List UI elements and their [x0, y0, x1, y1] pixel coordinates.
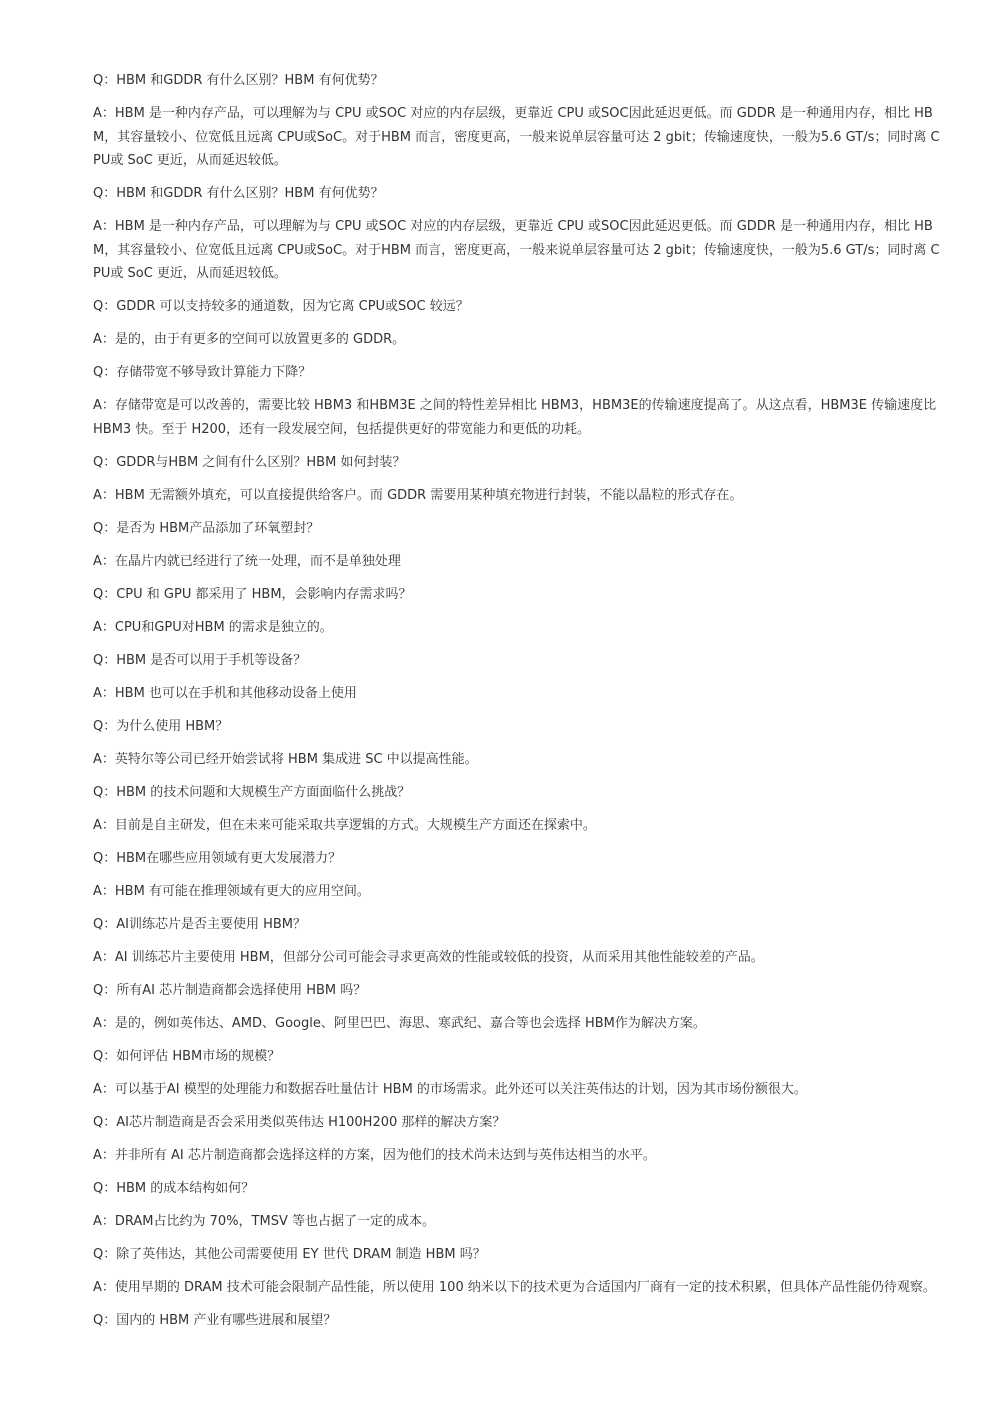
answer-paragraph: A：是的，例如英伟达、AMD、Google、阿里巴巴、海思、寒武纪、嘉合等也会选择 HBM作为解决方案。: [93, 1015, 706, 1031]
question-paragraph: Q：为什么使用 HBM？: [93, 718, 229, 734]
question-paragraph: Q：HBM 的技术问题和大规模生产方面面临什么挑战？: [93, 784, 411, 800]
question-paragraph: Q：HBM 和GDDR 有什么区别？HBM 有何优势？: [93, 186, 384, 201]
question-paragraph: Q：如何评估 HBM市场的规模？: [93, 1048, 281, 1064]
question-paragraph: Q：除了英伟达，其他公司需要使用 EY 世代 DRAM 制造 HBM 吗？: [93, 1246, 486, 1262]
answer-paragraph: A：存储带宽是可以改善的，需要比较 HBM3 和HBM3E 之间的特性差异相比 HBM3，HBM3E的传输速度提高了。从这点看，HBM3E 传输速度比 HBM3 快。至于 H200，还有一段发展空间，包括提供更好的带宽能力和更低的功耗。: [93, 398, 937, 437]
answer-paragraph: A：HBM 也可以在手机和其他移动设备上使用: [93, 685, 357, 701]
answer-paragraph: A：AI 训练芯片主要使用 HBM，但部分公司可能会寻求更高效的性能或较低的投资，从而采用其他性能较差的产品。: [93, 949, 764, 965]
answer-paragraph: A：目前是自主研发，但在未来可能采取共享逻辑的方式。大规模生产方面还在探索中。: [93, 817, 596, 833]
answer-paragraph: A：可以基于AI 模型的处理能力和数据吞吐量估计 HBM 的市场需求。此外还可以关注英伟达的计划，因为其市场份额很大。: [93, 1081, 807, 1097]
question-paragraph: Q：所有AI 芯片制造商都会选择使用 HBM 吗？: [93, 982, 367, 998]
question-paragraph: Q：HBM 的成本结构如何？: [93, 1180, 255, 1196]
qa-list: [93, 69, 941, 1342]
question-paragraph: Q：HBM在哪些应用领域有更大发展潜力？: [93, 850, 342, 866]
answer-paragraph: A：使用早期的 DRAM 技术可能会限制产品性能，所以使用 100 纳米以下的技术更为合适国内厂商有一定的技术积累，但具体产品性能仍待观察。: [93, 1279, 936, 1295]
question-paragraph: Q：国内的 HBM 产业有哪些进展和展望？: [93, 1312, 337, 1328]
question-paragraph: Q：存储带宽不够导致计算能力下降？: [93, 365, 312, 380]
answer-paragraph: A：HBM 有可能在推理领域有更大的应用空间。: [93, 883, 370, 899]
answer-paragraph: A：并非所有 AI 芯片制造商都会选择这样的方案，因为他们的技术尚未达到与英伟达相当的水平。: [93, 1147, 656, 1163]
answer-paragraph: A：HBM 是一种内存产品，可以理解为与 CPU 或SOC 对应的内存层级，更靠近 CPU 或SOC因此延迟更低。而 GDDR 是一种通用内存，相比 HBM，其容量较小、位宽低且远离 CPU或SoC。对于HBM 而言，密度更高，一般来说单层容量可达 2 gbit；传输速度快，一般为5.6 GT/s；同时离 CPU或 SoC 更近，从而延迟较低。: [93, 106, 940, 168]
answer-paragraph: A：在晶片内就已经进行了统一处理，而不是单独处理: [93, 553, 401, 569]
answer-paragraph: A：DRAM占比约为 70%，TMSV 等也占据了一定的成本。: [93, 1213, 435, 1229]
answer-paragraph: A：HBM 是一种内存产品，可以理解为与 CPU 或SOC 对应的内存层级，更靠近 CPU 或SOC因此延迟更低。而 GDDR 是一种通用内存，相比 HBM，其容量较小、位宽低且远离 CPU或SoC。对于HBM 而言，密度更高，一般来说单层容量可达 2 gbit；传输速度快，一般为5.6 GT/s；同时离 CPU或 SoC 更近，从而延迟较低。: [93, 219, 940, 281]
question-paragraph: Q：HBM 和GDDR 有什么区别？HBM 有何优势？: [93, 73, 384, 88]
question-paragraph: Q：GDDR 可以支持较多的通道数，因为它离 CPU或SOC 较远？: [93, 299, 469, 314]
answer-paragraph: A：CPU和GPU对HBM 的需求是独立的。: [93, 619, 333, 635]
question-paragraph: Q：CPU 和 GPU 都采用了 HBM，会影响内存需求吗？: [93, 586, 412, 602]
question-paragraph: Q：GDDR与HBM 之间有什么区别？HBM 如何封装？: [93, 454, 406, 470]
answer-paragraph: A：英特尔等公司已经开始尝试将 HBM 集成进 SC 中以提高性能。: [93, 751, 478, 767]
question-paragraph: Q：AI训练芯片是否主要使用 HBM？: [93, 916, 307, 932]
question-paragraph: Q：AI芯片制造商是否会采用类似英伟达 H100H200 那样的解决方案？: [93, 1114, 506, 1130]
answer-paragraph: A：HBM 无需额外填充，可以直接提供给客户。而 GDDR 需要用某种填充物进行封装，不能以晶粒的形式存在。: [93, 487, 743, 503]
answer-paragraph: A：是的，由于有更多的空间可以放置更多的 GDDR。: [93, 332, 406, 347]
question-paragraph: Q：HBM 是否可以用于手机等设备？: [93, 652, 307, 668]
question-paragraph: Q：是否为 HBM产品添加了环氧塑封？: [93, 520, 320, 536]
